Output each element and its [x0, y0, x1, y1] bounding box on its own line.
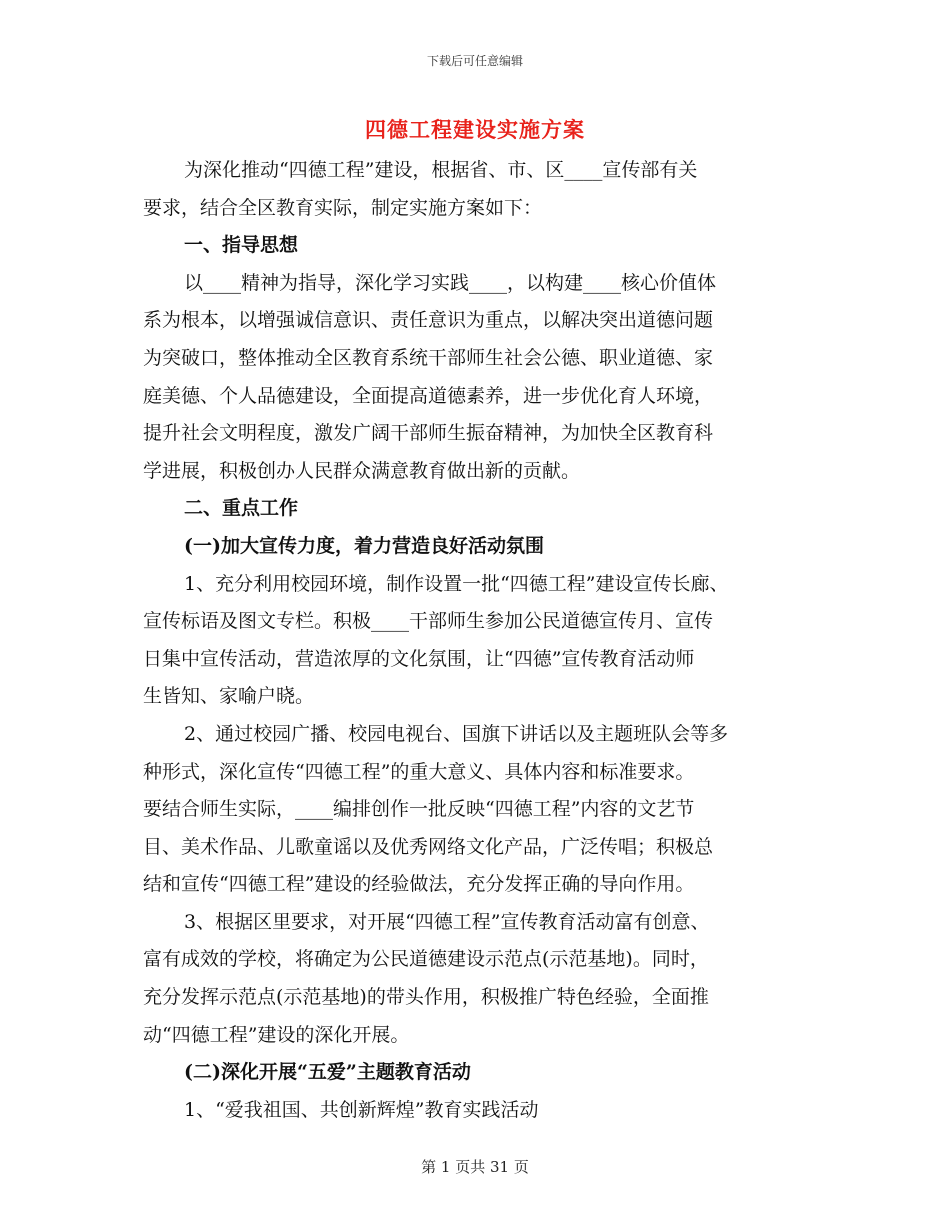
paragraph-line: 1、“爱我祖国、共创新辉煌”教育实践活动 — [184, 1098, 539, 1121]
section-heading: 二、重点工作 — [184, 497, 299, 520]
paragraph-line: 要求，结合全区教育实际，制定实施方案如下： — [143, 196, 543, 219]
paragraph-line: 要结合师生实际，____编排创作一批反映“四德工程”内容的文艺节 — [143, 798, 695, 821]
paragraph-line: 系为根本，以增强诚信意识、责任意识为重点，以解决突出道德问题 — [143, 309, 714, 332]
paragraph-line: 充分发挥示范点(示范基地)的带头作用，积极推广特色经验，全面推 — [143, 986, 709, 1009]
document-body — [143, 152, 823, 1129]
paragraph-line: 2、通过校园广播、校园电视台、国旗下讲话以及主题班队会等多 — [184, 722, 729, 745]
page-number-footer: 第 1 页共 31 页 — [421, 1158, 529, 1176]
paragraph-line: 种形式，深化宣传“四德工程”的重大意义、具体内容和标准要求。 — [143, 760, 695, 783]
section-heading: 一、指导思想 — [184, 234, 299, 257]
document-title: 四德工程建设实施方案 — [365, 117, 585, 142]
paragraph-line: 3、根据区里要求，对开展“四德工程”宣传教育活动富有创意、 — [184, 910, 710, 933]
paragraph-line: 1、充分利用校园环境，制作设置一批“四德工程”建设宣传长廊、 — [184, 572, 729, 595]
paragraph-line: 庭美德、个人品德建设，全面提高道德素养，进一步优化育人环境， — [143, 384, 714, 407]
paragraph-line: 生皆知、家喻户晓。 — [143, 685, 315, 708]
paragraph-line: 动“四德工程”建设的深化开展。 — [143, 1023, 410, 1046]
paragraph-line: 为突破口，整体推动全区教育系统干部师生社会公德、职业道德、家 — [143, 346, 714, 369]
subsection-heading: (一)加大宣传力度，着力营造良好活动氛围 — [184, 534, 544, 557]
paragraph-line: 提升社会文明程度，激发广阔干部师生振奋精神，为加快全区教育科 — [143, 422, 714, 445]
paragraph-line: 宣传标语及图文专栏。积极____干部师生参加公民道德宣传月、宣传 — [143, 610, 714, 633]
subsection-heading: (二)深化开展“五爱”主题教育活动 — [184, 1061, 471, 1084]
header-note: 下载后可任意编辑 — [426, 54, 523, 68]
paragraph-line: 富有成效的学校，将确定为公民道德建设示范点(示范基地)。同时， — [143, 948, 709, 971]
paragraph-line: 学进展，积极创办人民群众满意教育做出新的贡献。 — [143, 459, 581, 482]
paragraph-line: 目、美术作品、儿歌童谣以及优秀网络文化产品，广泛传唱；积极总 — [143, 835, 714, 858]
paragraph-line: 结和宣传“四德工程”建设的经验做法，充分发挥正确的导向作用。 — [143, 873, 695, 896]
paragraph-line: 日集中宣传活动，营造浓厚的文化氛围，让“四德”宣传教育活动师 — [143, 647, 695, 670]
paragraph-line: 为深化推动“四德工程”建设，根据省、市、区____宣传部有关 — [184, 159, 698, 181]
paragraph-line: 以____精神为指导，深化学习实践____，以构建____核心价值体 — [184, 271, 717, 294]
